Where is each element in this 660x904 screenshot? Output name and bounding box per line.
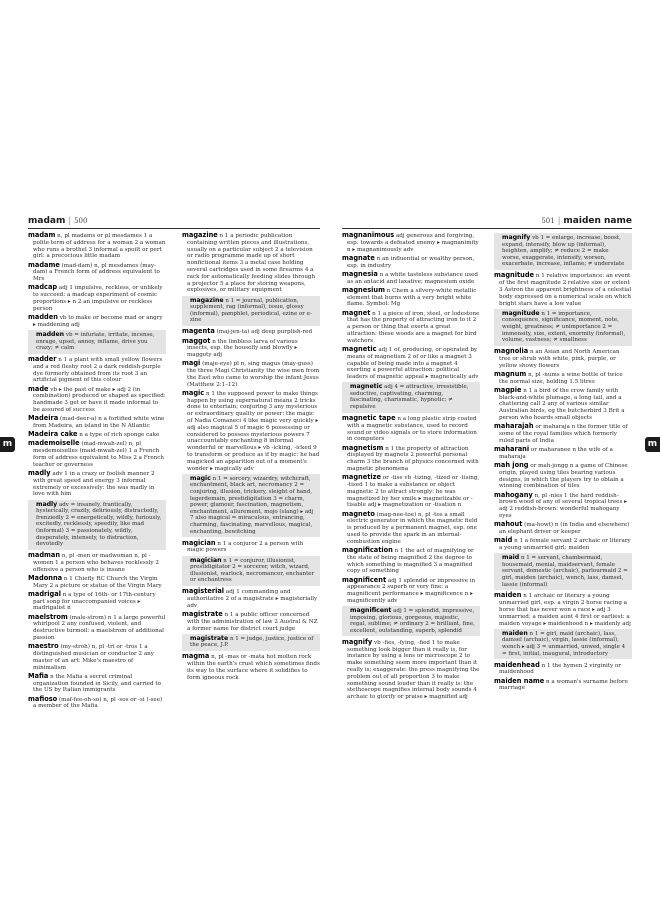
guide-word-left: madam (28, 216, 66, 226)
headword: magma (182, 652, 210, 661)
headword: magnanimous (342, 231, 395, 239)
headword: Madonna (28, 573, 63, 582)
definition-text: adj generous and forgiving, esp. towards a defeated enemy ▸ magnanimity n ▸ magnanimously adv (347, 233, 479, 253)
dictionary-entry (342, 474, 480, 509)
dictionary-entry (28, 232, 166, 260)
header-rule-right (342, 228, 632, 229)
definition-text: n 1 the supposed power to make things happen by using supernatural means 2 tricks done to entertain; conjuring 3 any mysterious or extraordinary quality or power: the magic of Nadia Comaneci 4 like magic very quickly ▸ adj also magical 5 of magic 6 possessing or considered to possess mysterious powers 7 unaccountably enchanting 8 informal wonderful or marvellous ▸ vb -icking, -icked 9 to transform or produce as if by magic: he had magicked an apparition out of a moment's wonder ▸ magically adv (187, 390, 320, 472)
dictionary-entry (494, 423, 632, 444)
headword: mahogany (494, 490, 533, 499)
definition-text: (ma-howt) n (in India and elsewhere) an elephant driver or keeper (499, 522, 630, 535)
headword: made (28, 384, 49, 393)
definition-text: adj 1 commanding and authoritative 2 of a magistrate ▸ magisterially adv (187, 589, 318, 609)
definition-text: or maharanee n the wife of a maharaja (499, 447, 613, 460)
dictionary-entry (494, 592, 632, 627)
dictionary-entry (342, 415, 480, 443)
definition-text: n the Mafia a secret criminal organization founded in Sicily, and carried to the US by Italian immigrants (33, 673, 161, 694)
definition-text: n, pl -nums a wine bottle of twice the normal size, holding 1.5 litres (499, 371, 623, 385)
dictionary-entry (494, 462, 632, 490)
headword: Madeira cake (28, 430, 78, 439)
headword: magneto (342, 509, 375, 518)
thumb-index-tab-left: m (0, 437, 15, 452)
headword: madly (36, 500, 58, 508)
definition-text: adj 1 impulsive, reckless, or unlikely to succeed: a madcap experiment of cosmic proportions ▸ n 2 an impulsive or reckless person (33, 285, 163, 312)
definition-text: n an Asian and North American tree or shrub with white, pink, purple, or yellow showy flowers (499, 349, 620, 369)
headword: maestro (28, 642, 59, 651)
dictionary-entry (182, 232, 320, 294)
headword: magician (190, 556, 222, 564)
headword: madcap (28, 283, 58, 292)
dictionary-entry (182, 390, 320, 473)
dictionary-entry (28, 440, 166, 468)
definition-text: n a type of 16th- or 17th-century part song for unaccompanied voices ▸ madrigalist n (33, 591, 156, 612)
definition-text: n the limbless larva of various insects, esp. the housefly and blowfly ▸ maggoty adj (187, 338, 298, 359)
dictionary-entry (182, 588, 320, 609)
dictionary-entry (342, 232, 480, 253)
definition-text: (my-stroh) n, pl -tri or -tros 1 a distinguished musician or conductor 2 any master of an art: Mike's maestro of minimalism (33, 644, 154, 671)
thesaurus-box (28, 330, 166, 354)
synonym-list: n 1 = sorcery, wizardry, witchcraft, enchantment, black art, necromancy 2 = conjuring, illusion, trickery, sleight of hand, legerdemain, prestidigitation 3 = charm, power, glamour, fascination, magnetism, enchantment, allurement, mojo (slang) ▸ adj 7 also magical = miraculous, entrancing, charming, fascinating, marvellous, magical, enchanting, bewitching (190, 475, 314, 535)
headword: madly (28, 469, 51, 477)
headword: maid (502, 554, 520, 562)
page-number-right: 501 (541, 217, 555, 225)
dictionary-entry (182, 653, 320, 681)
headword: magisterial (182, 587, 225, 596)
headword: magnetic (342, 344, 377, 353)
definition-text: (maje-eye) pl n, sing magus (may-guss) the three Magi Christianity the wise men from the East who came to worship the infant Jesus (Matthew 2:1–12) (187, 361, 320, 388)
dictionary-entry (494, 678, 632, 693)
headword: magistrate (190, 634, 229, 642)
dictionary-entry (342, 255, 480, 270)
synonym-list: n 1 = girl, maid (archaic), lass, damsel (archaic), virgin, lassie (informal), wench ▸ adj 3 = unmarried, unwed, single 4 = first, initial, inaugural, introductory (502, 630, 626, 657)
definition-text: n 1 a public officer concerned with the administration of law 2 Austral & NZ a former name for district court judge (187, 612, 318, 632)
definition-text: n 1 the hymen 2 virginity or maidenhood (499, 662, 621, 676)
headword: maid (494, 536, 513, 545)
dictionary-entry (28, 470, 166, 498)
headword: maiden name (494, 676, 545, 685)
dictionary-entry (494, 272, 632, 307)
definition-text: n, pl -mas or -mata hot molten rock within the earth's crust which sometimes finds its way to the surface where it solidifies to form igneous rock (187, 654, 320, 681)
dictionary-entry (342, 310, 480, 345)
definition-text: n 1 a conjuror 2 a person with magic powers (187, 540, 304, 554)
dictionary-entry (182, 540, 320, 555)
dictionary-entry (342, 346, 480, 381)
definition-text: n 1 relative importance: an event of the first magnitude 2 relative size or extent 3 Astron the apparent brightness of a celestial body expressed on a numerical scale on which bright stars have a low value (499, 273, 632, 307)
dictionary-entry (28, 696, 166, 711)
dictionary-entry (28, 314, 166, 329)
thesaurus-box (494, 233, 632, 270)
headword: Mafia (28, 671, 49, 680)
running-head-right (541, 216, 632, 226)
headword: maharajah (494, 422, 534, 431)
dictionary-entry (494, 371, 632, 386)
headword: magnetic (350, 383, 383, 391)
definition-text: (mad-dam) n, pl mesdames (may-dam) a French form of address equivalent to Mrs (33, 262, 160, 283)
definition-text: (mad-deer-a) n a fortified white wine from Madeira, an island in the N Atlantic (33, 416, 165, 430)
headword: magnate (342, 253, 375, 262)
dictionary-entry (28, 643, 166, 671)
definition-text: or -tise vb -tizing, -tized or -tising, -tised 1 to make a substance or object magnetic 2 to attract strongly: he was magnetized by her smile ▸ magnetizable or -tisable adj ▸ magnetization or -tisation n (347, 475, 480, 509)
thesaurus-box (28, 500, 166, 550)
dictionary-entry (28, 552, 166, 573)
definition-text: n, pl -men or madwoman n, pl -women 1 a person who behaves recklessly 2 offensive a person who is insane (33, 553, 159, 573)
dictionary-entry (182, 328, 320, 336)
headword: magician (182, 538, 216, 547)
headword: magnet (342, 308, 371, 317)
headword: maiden (502, 629, 528, 637)
right-page (330, 0, 660, 904)
dictionary-entry (342, 577, 480, 605)
synonym-list: n 1 = servant, chambermaid, housemaid, menial, maidservant, female servant, domestic (archaic), parlourmaid 2 = girl, maiden (archaic), wench, lass, damsel, lassie (informal) (502, 555, 628, 588)
dictionary-entry (182, 611, 320, 632)
left-page-column-2 (182, 232, 320, 683)
headword: magistrate (182, 610, 223, 619)
definition-text: (male-strom) n 1 a large powerful whirlpool 2 any confused, violent, and destructive turmoil: a maelstrom of additional passion (33, 614, 166, 642)
definition-text: (maj-jen-ta) adj deep purplish-red (216, 329, 313, 336)
definition-text: vb ▸ the past of make ▸ adj 2 (in combination) produced or shaped as specified: handmade 3 get or have it made informal to be assured of success (33, 386, 166, 414)
synonym-list: adj 1 = splendid, impressive, imposing, glorious, gorgeous, majestic, regal, sublime; ≠ ordinary 2 = brilliant, fine, excellent, outstanding, superb, splendid (350, 608, 475, 634)
synonym-list: vb 1 = enlarge, increase, boost, expand, intensify, blow up (informal), heighten, amplify; ≠ reduce 2 = make worse, exaggerate, intensify, worsen, exacerbate, increase, inflame; ≠ understate (502, 235, 625, 268)
definition-text: n Chem a silvery-white metallic element that burns with a very bright white flame. Symbol: Mg (347, 287, 477, 308)
headword: magnetize (342, 473, 381, 482)
page-number-left: 500 (74, 217, 88, 225)
synonym-list: n 1 = importance, consequence, significance, moment, note, weight, greatness; ≠ unimportance 2 = immensity, size, extent, enormity (informal), volume, vastness; ≠ smallness (502, 310, 626, 344)
definition-text: n a white tasteless substance used as an antacid and laxative; magnesium oxide (347, 271, 478, 285)
definition-text: n 1 a plant with small yellow flowers and a red fleshy root 2 a dark reddish-purple dye formerly obtained from its root 3 an artificial pigment of this colour (33, 357, 163, 384)
headword: magnetic tape (342, 414, 396, 423)
thesaurus-box (494, 553, 632, 590)
thesaurus-box (494, 309, 632, 346)
running-head-left (28, 216, 87, 226)
dictionary-entry (494, 537, 632, 552)
headword: magnum (494, 369, 527, 378)
headword: maggot (182, 336, 211, 345)
definition-text: n 1 a bird of the crow family with black-and-white plumage, a long tail, and a chattering call 2 any of various similar Australian birds, eg the butcherbird 3 Brit a person who hoards small objects (499, 387, 625, 422)
headword: Madeira (28, 414, 59, 423)
definition-text: adv 1 in a crazy or foolish manner 2 with great speed and energy 3 informal extremely or excessively: the was madly in love with him (33, 471, 155, 498)
headword: magnitude (494, 271, 535, 280)
headword: magenta (182, 327, 215, 336)
definition-text: n a type of rich sponge cake (79, 432, 160, 439)
headword: magazine (190, 296, 224, 304)
dictionary-entry (342, 445, 480, 473)
headword: maharani (494, 445, 530, 454)
definition-text: n a woman's surname before marriage (499, 678, 628, 692)
left-page-column-1 (28, 232, 166, 712)
headword: maidenhead (494, 660, 540, 669)
definition-text: n 1 the act of magnifying or the state of being magnified 2 the degree to which something is magnified 3 a magnified copy of something (347, 547, 474, 575)
guide-word-right: maiden name (563, 216, 632, 226)
headword: magazine (182, 231, 218, 239)
dictionary-entry (28, 356, 166, 384)
headword: magic (190, 474, 211, 482)
dictionary-entry (342, 547, 480, 575)
running-head-separator: | (68, 216, 72, 225)
headword: mademoiselle (28, 439, 80, 448)
definition-text: n 1 a piece of iron, steel, or lodestone that has the property of attracting iron to it 2 a person or thing that exerts a great attraction: these woods are a magnet for bird watchers (347, 310, 480, 344)
dictionary-entry (494, 662, 632, 677)
headword: madrigal (28, 589, 61, 598)
dictionary-entry (28, 431, 166, 439)
headword: magi (182, 359, 201, 368)
running-head-separator: | (557, 216, 561, 225)
headword: magnify (502, 234, 531, 241)
thesaurus-box (182, 296, 320, 326)
definition-text: vb -fies, -fying, -fied 1 to make something look bigger than it really is, for instance by using a lens or microscope 2 to make something seem more important than it really is; exaggerate: the press magnifying the problem out of all proportion 3 to make something sound louder than it really is: the stethoscope magnifies internal body sounds 4 archaic to glorify or praise ▸ magnified adj (347, 639, 480, 701)
dictionary-entry (28, 284, 166, 312)
definition-text: n 1 a periodic publication containing written pieces and illustrations, usually on a particular subject 2 a television or radio programme made up of short nonfictional items 3 a metal case holding several cartridges used in some firearms 4 a rack for automatically feeding slides through a projector 5 a place for storing weapons, explosives, or military equipment (187, 233, 316, 294)
definition-text: or maharaja n the former title of some of the royal families which formerly ruled parts of India (499, 424, 628, 444)
headword: magnetism (342, 443, 384, 452)
headword: magnitude (502, 309, 540, 317)
dictionary-entry (28, 415, 166, 430)
synonym-list: adv = insanely, frantically, hysterically, crazily, deliriously, distractedly, frenziedly 2 = energetically, wildly, furiously, excitedly, recklessly, speedily, like mad (informal) 3 = passionately, wildly, desperately, intensely, to distraction, devotedly (36, 501, 162, 548)
thumb-index-tab-right: m (645, 437, 660, 452)
definition-text: n 1 a female servant 2 archaic or literary a young unmarried girl; maiden (499, 538, 631, 551)
headword: magnificent (342, 575, 387, 584)
definition-text: n, pl madams or pl mesdames 1 a polite term of address for a woman 2 a woman who runs a brothel 3 informal a spoilt or pert girl: a precocious little madam (33, 233, 166, 260)
headword: magnolia (494, 347, 529, 356)
thesaurus-box (182, 474, 320, 537)
thesaurus-box (342, 382, 480, 412)
dictionary-entry (494, 387, 632, 422)
headword: madden (36, 330, 65, 338)
definition-text: n 1 the property of attraction displayed by magnets 2 powerful personal charm 3 the branch of physics concerned with magnetic phenomena (347, 445, 479, 473)
headword: magnesium (342, 285, 385, 294)
dictionary-entry (342, 271, 480, 286)
definition-text: (maf-fee-oh-so) n, pl -sos or -si (-see) a member of the Mafia (33, 696, 163, 710)
synonym-list: n 1 = judge, justice, justice of the peace, J.P. (190, 635, 314, 649)
dictionary-entry (28, 262, 166, 283)
definition-text: adj 1 of, producing, or operated by means of magnetism 2 of or like a magnet 3 capable of being made into a magnet 4 exerting a powerful attraction: political leaders of magnetic appeal ▸ magnetically adv (347, 346, 479, 381)
headword: madder (28, 355, 57, 364)
dictionary-entry (494, 492, 632, 520)
headword: madden (28, 312, 58, 321)
headword: maelstrom (28, 612, 68, 621)
headword: magpie (494, 385, 522, 394)
definition-text: n a long plastic strip coated with a magnetic substance, used to record sound or video signals or to store information in computers (347, 416, 477, 443)
dictionary-entry (494, 446, 632, 461)
synonym-list: vb = infuriate, irritate, incense, enrage, upset, annoy, inflame, drive you crazy; ≠ calm (36, 331, 155, 352)
dictionary-entry (28, 575, 166, 590)
definition-text: (mad-mwah-zel) n, pl mesdemoiselles (maid-mwah-zel) 1 a French form of address equivalent to Miss 2 a French teacher or governess (33, 441, 164, 468)
definition-text: or mah-jongg n a game of Chinese origin, played using tiles bearing various designs, in which the players try to obtain a winning combination of tiles (499, 463, 628, 490)
dictionary-entry (342, 511, 480, 546)
definition-text: adj 1 splendid or impressive in appearance 2 superb or very fine: a magnificent performance ▸ magnificence n ▸ magnificently adv (347, 577, 476, 604)
headword: mafioso (28, 694, 58, 703)
dictionary-entry (494, 348, 632, 369)
thesaurus-box (182, 556, 320, 586)
thesaurus-box (182, 634, 320, 651)
synonym-list: n 1 = conjuror, illusionist, prestidigitator 2 = sorcerer, witch, wizard, illusionist, warlock, necromancer, enchanter or enchantress (190, 557, 315, 584)
header-rule-left (28, 228, 320, 229)
dictionary-entry (28, 673, 166, 694)
dictionary-entry (342, 639, 480, 701)
headword: magnification (342, 545, 393, 554)
headword: magnify (342, 637, 373, 646)
synonym-list: adj 4 = attractive, irresistible, seductive, captivating, charming, fascinating, charismatic, hypnotic; ≠ repulsive (350, 384, 469, 411)
definition-text: n an influential or wealthy person, esp. in industry (347, 255, 475, 269)
headword: mah jong (494, 461, 529, 469)
headword: madam (28, 231, 56, 239)
dictionary-entry (494, 521, 632, 536)
headword: magnesia (342, 269, 378, 278)
right-page-column-1 (342, 232, 480, 702)
dictionary-entry (342, 287, 480, 308)
definition-text: n 1 Chiefly RC Church the Virgin Mary 2 a picture or statue of the Virgin Mary (33, 575, 162, 589)
definition-text: n 1 archaic or literary a young unmarried girl, esp. a virgin 2 horse racing a horse that has never won a race ▸ adj 3 unmarried: a maiden aunt 4 first or earliest: a maiden voyage ▸ maidenhood n ▸ maidenly adj (499, 593, 631, 627)
right-page-column-2 (494, 232, 632, 694)
headword: magnificent (350, 607, 392, 615)
headword: madame (28, 260, 60, 269)
dictionary-entry (28, 591, 166, 612)
definition-text: vb to make or become mad or angry ▸ maddening adj (33, 314, 163, 328)
headword: maiden (494, 591, 522, 600)
dictionary-entry (182, 338, 320, 359)
thesaurus-box (494, 629, 632, 659)
dictionary-entry (28, 386, 166, 414)
definition-text: (mag-nee-toe) n, pl -tos a small electric generator in which the magnetic field is produced by a permanent magnet, esp. one used to provide the spark in an internal-combustion engine (347, 511, 478, 545)
headword: magic (182, 388, 205, 397)
dictionary-entry (28, 614, 166, 642)
headword: mahout (494, 520, 523, 529)
definition-text: n, pl -nies 1 the hard reddish-brown wood of any of several tropical trees ▸ adj 2 reddish-brown: wonderful mahogany eyes (499, 492, 627, 519)
dictionary-entry (182, 360, 320, 388)
thesaurus-box (342, 606, 480, 636)
headword: madman (28, 551, 61, 560)
synonym-list: n 1 = journal, publication, supplement, rag (informal), issue, glossy (informal), pamphlet, periodical, ezine or e-zine (190, 297, 312, 324)
